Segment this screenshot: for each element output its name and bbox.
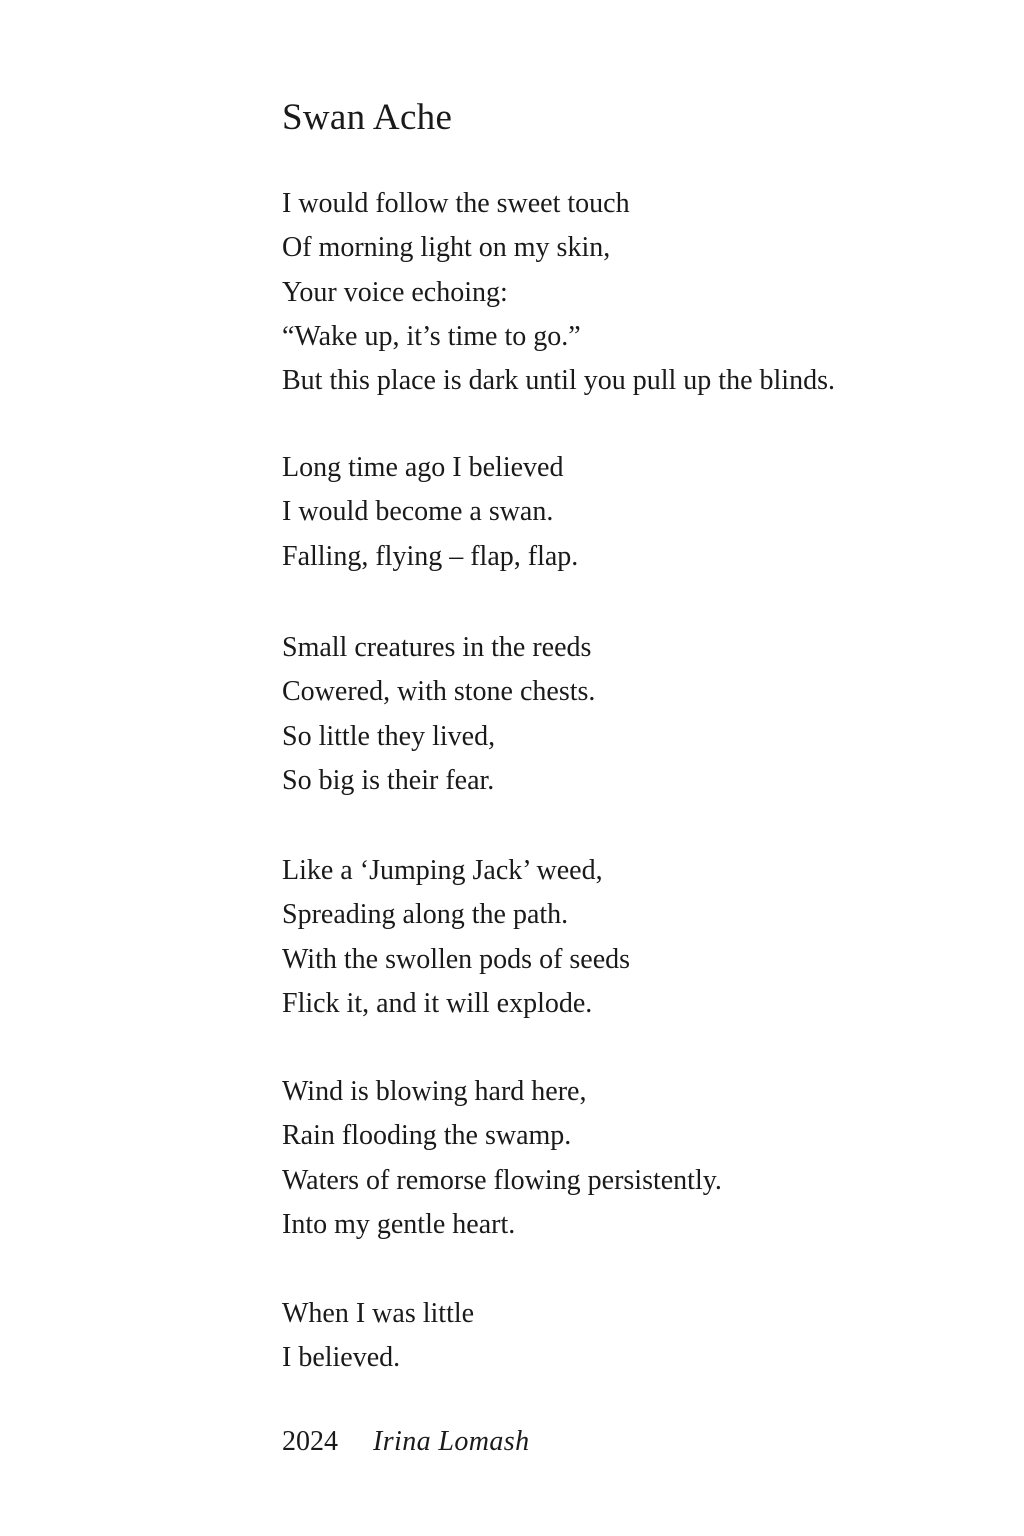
poem-title: Swan Ache [282, 97, 453, 138]
stanza [282, 626, 595, 803]
poem-line: I believed. [282, 1342, 401, 1374]
poem-line: But this place is dark until you pull up the blinds. [282, 365, 835, 397]
poem-line: Wind is blowing hard here, [282, 1076, 587, 1107]
poem-line: With the swollen pods of seeds [282, 943, 631, 975]
poem-line: I would become a swan. [282, 496, 554, 528]
stanza [282, 1070, 722, 1247]
poem-page [282, 94, 982, 1457]
stanza [282, 182, 835, 403]
stanza [282, 849, 630, 1026]
poem-signature [282, 1420, 530, 1464]
poem-line: Waters of remorse flowing persistently. [282, 1164, 722, 1196]
poem-line: Of morning light on my skin, [282, 232, 611, 264]
poem-line: Small creatures in the reeds [282, 632, 592, 663]
poem-line: So little they lived, [282, 720, 496, 752]
poem-line: Cowered, with stone chests. [282, 676, 596, 708]
poem-line: Your voice echoing: [282, 276, 508, 308]
poem-line: Spreading along the path. [282, 899, 569, 931]
poem-line: Long time ago I believed [282, 452, 564, 483]
poem-line: Like a ‘Jumping Jack’ weed, [282, 855, 603, 886]
poem-line: “Wake up, it’s time to go.” [282, 320, 581, 352]
stanza [282, 446, 578, 579]
poem-line: Flick it, and it will explode. [282, 987, 593, 1019]
signature-author: Irina Lomash [373, 1426, 530, 1457]
poem-line: Falling, flying – flap, flap. [282, 540, 579, 572]
stanza [282, 1292, 474, 1381]
poem-line: So big is their fear. [282, 764, 495, 796]
poem-line: I would follow the sweet touch [282, 188, 630, 219]
poem-line: When I was little [282, 1298, 475, 1329]
poem-line: Into my gentle heart. [282, 1208, 516, 1240]
signature-year: 2024 [282, 1426, 338, 1457]
poem-line: Rain flooding the swamp. [282, 1120, 572, 1152]
